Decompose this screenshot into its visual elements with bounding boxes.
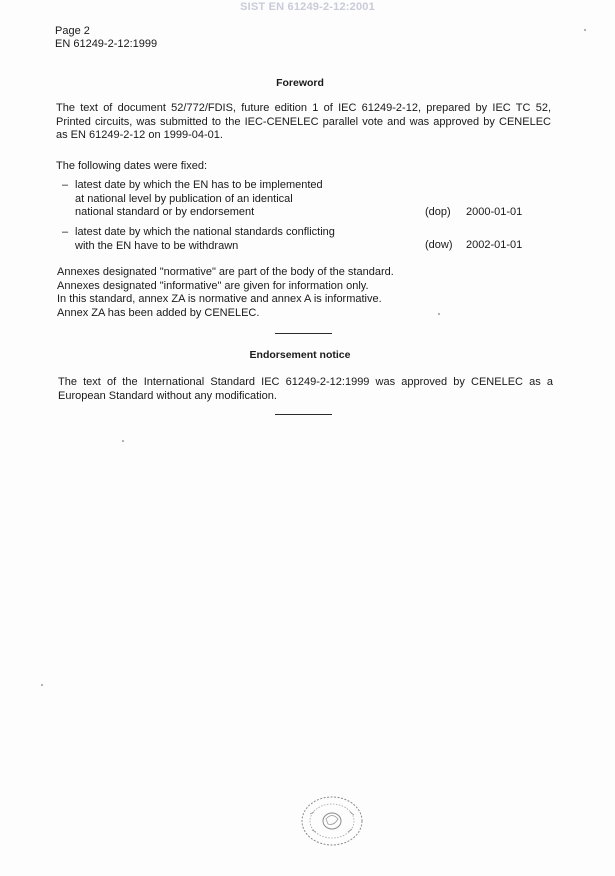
description-line: with the EN have to be withdrawn [75, 239, 239, 252]
scan-speck [438, 313, 440, 315]
date-item-description [75, 226, 365, 253]
list-dash: – [62, 179, 69, 191]
stamp-seal-icon [300, 794, 364, 848]
date-code: (dow) [425, 239, 453, 251]
date-item-dow [62, 226, 542, 254]
document-id: EN 61249-2-12:1999 [55, 38, 158, 50]
description-line: at national level by publication of an identical [75, 192, 293, 205]
description-line: latest date by which the national standards conflicting [75, 226, 335, 238]
endorsement-text: The text of the International Standard IEC 61249-2-12:1999 was approved by CENELEC as a European Standard without any modification. [58, 376, 553, 402]
description-line: national standard or by endorsement [75, 206, 255, 218]
watermark-text: SIST EN 61249-2-12:2001 [240, 1, 375, 13]
page-number: Page 2 [55, 25, 90, 37]
foreword-heading: Foreword [276, 77, 324, 89]
annex-line: Annexes designated "informative" are given for information only. [57, 279, 369, 292]
annex-notes [57, 266, 552, 320]
date-value: 2000-01-01 [466, 206, 523, 218]
date-value: 2002-01-01 [466, 239, 523, 251]
endorsement-heading: Endorsement notice [249, 349, 351, 361]
scan-speck [122, 440, 124, 442]
date-item-dop [62, 179, 542, 221]
dates-intro: The following dates were fixed: [56, 160, 208, 172]
date-item-description [75, 179, 365, 220]
scan-speck [584, 29, 586, 31]
section-divider-end [275, 414, 332, 415]
page-header [55, 25, 157, 51]
scan-speck [41, 684, 43, 686]
annex-line: Annex ZA has been added by CENELEC. [57, 306, 260, 319]
annex-line: Annexes designated "normative" are part of the body of the standard. [57, 266, 394, 278]
date-code: (dop) [425, 206, 451, 218]
description-line: latest date by which the EN has to be implemented [75, 179, 323, 191]
foreword-intro: The text of document 52/772/FDIS, future edition 1 of IEC 61249-2-12, prepared by IEC TC 52, Printed circuits, was submitted to the IEC-CENELEC parallel vote and was approved by CENELEC as EN 61249-2-12 on 1999-04-01. [56, 102, 551, 141]
list-dash: – [62, 226, 69, 238]
annex-line: In this standard, annex ZA is normative and annex A is informative. [57, 293, 382, 305]
section-divider [275, 333, 332, 334]
